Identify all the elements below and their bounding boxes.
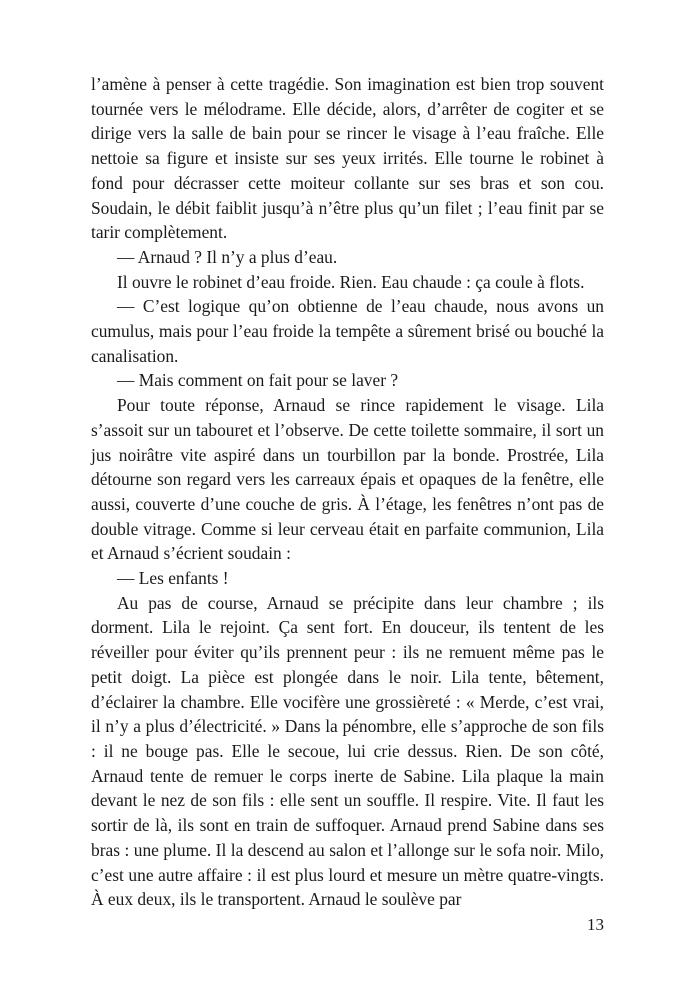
- page-number: 13: [587, 915, 604, 934]
- paragraph-continuation: l’amène à penser à cette tragédie. Son imagination est bien trop souvent tournée vers le mélodrame. Elle décide, alors, d’arrêter de cogiter et se dirige vers la salle de bain pour se rincer le visage à l’eau fraîche. Elle nettoie sa figure et insiste sur ses yeux irrités. Elle tourne le robinet à fond pour décrasser cette moiteur collante sur ses bras et son cou. Soudain, le débit faiblit jusqu’à n’être plus qu’un filet ; l’eau finit par se tarir complètement.: [91, 74, 604, 243]
- paragraph: Il ouvre le robinet d’eau froide. Rien. Eau chaude : ça coule à flots.: [117, 271, 585, 292]
- dialogue-line: — Les enfants !: [117, 568, 229, 589]
- paragraph: Au pas de course, Arnaud se précipite dans leur chambre ; ils dorment. Lila le rejoint. Ça sent fort. En douceur, ils tentent de les réveiller pour éviter qu’ils prennent peur : ils ne remuent même pas le petit doigt. La pièce est plongée dans le noir. Lila tente, bêtement, d’éclairer la chambre. Elle vocifère une grossièreté : « Merde, c’est vrai, il n’y a plus d’électricité. » Dans la pénombre, elle s’approche de son fils : il ne bouge pas. Elle le secoue, lui crie dessus. Rien. De son côté, Arnaud tente de remuer le corps inerte de Sabine. Lila plaque la main devant le nez de son fils : elle sent un souffle. Il respire. Vite. Il faut les sortir de là, ils sont en train de suffoquer. Arnaud prend Sabine dans ses bras : une plume. Il la descend au salon et l’allonge sur le sofa noir. Milo, c’est une autre affaire : il est plus lourd et mesure un mètre quatre-vingts. À eux deux, ils le transportent. Arnaud le soulève par: [91, 592, 604, 910]
- dialogue-line: — C’est logique qu’on obtienne de l’eau chaude, nous avons un cumulus, mais pour l’eau froide la tempête a sûrement brisé ou bouché la canalisation.: [91, 296, 604, 366]
- dialogue-line: — Arnaud ? Il n’y a plus d’eau.: [117, 246, 338, 267]
- page-body: [91, 72, 604, 912]
- paragraph: Pour toute réponse, Arnaud se rince rapidement le visage. Lila s’assoit sur un tabouret et l’observe. De cette toilette sommaire, il sort un jus noirâtre vite aspiré dans un tourbillon par la bonde. Prostrée, Lila détourne son regard vers les carreaux épais et opaques de la fenêtre, elle aussi, couverte d’une couche de gris. À l’étage, les fenêtres n’ont pas de double vitrage. Comme si leur cerveau était en parfaite communion, Lila et Arnaud s’écrient soudain :: [91, 395, 604, 564]
- dialogue-line: — Mais comment on fait pour se laver ?: [117, 370, 399, 391]
